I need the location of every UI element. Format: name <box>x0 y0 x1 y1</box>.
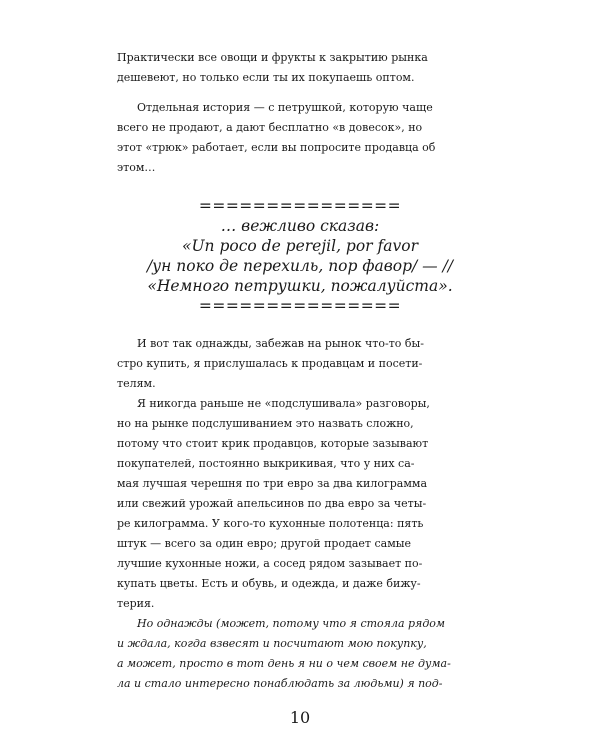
quote-line: «Немного петрушки, пожалуйста». <box>147 277 453 295</box>
text-line: штук — всего за один евро; другой продает самые <box>117 537 412 550</box>
text-line: мая лучшая черешня по три евро за два килограмма <box>117 477 428 490</box>
text-line: Практически все овощи и фрукты к закрытию рынка <box>117 51 428 64</box>
text-line: ре килограмма. У кого-то кухонные полотенца: пять <box>117 517 424 530</box>
text-line: Я никогда раньше не «подслушивала» разговоры, <box>137 397 430 410</box>
text-line: дешевеют, но только если ты их покупаешь оптом. <box>117 71 415 84</box>
text-line: купать цветы. Есть и обувь, и одежда, и даже бижу- <box>117 577 421 590</box>
text-line-italic: ла и стало интересно понаблюдать за людьми) я под- <box>117 677 443 690</box>
text-line-italic: и ждала, когда взвесят и посчитают мою покупку, <box>117 637 427 650</box>
text-line: терия. <box>117 597 155 610</box>
text-line: потому что стоит крик продавцов, которые зазывают <box>117 437 429 450</box>
quote-line: «Un poco de perejil, por favor <box>182 237 418 255</box>
text-line-italic: а может, просто в тот день я ни о чем своем не дума- <box>117 657 451 670</box>
text-line: но на рынке подслушиванием это назвать сложно, <box>117 417 414 430</box>
text-line: И вот так однажды, забежав на рынок что-то бы- <box>137 337 424 350</box>
text-line: стро купить, я прислушалась к продавцам и посети- <box>117 357 423 370</box>
text-line: этот «трюк» работает, если вы попросите продавца об <box>117 141 436 154</box>
separator-bottom: =============== <box>198 297 402 315</box>
text-line: всего не продают, а дают бесплатно «в довесок», но <box>117 121 423 134</box>
text-line: или свежий урожай апельсинов по два евро за четы- <box>117 497 427 510</box>
quote-line: … вежливо сказав: <box>220 217 380 235</box>
text-line-italic: Но однажды (может, потому что я стояла рядом <box>137 617 446 630</box>
text-line: Отдельная история — с петрушкой, которую чаще <box>137 101 433 114</box>
text-line: лучшие кухонные ножи, а сосед рядом зазывает по- <box>117 557 423 570</box>
text-line: покупателей, постоянно выкрикивая, что у них са- <box>117 457 415 470</box>
page-number: 10 <box>289 708 311 727</box>
quote-line: /ун поко де перехиль, пор фавор/ — // <box>146 257 454 275</box>
text-line: телям. <box>117 377 156 390</box>
separator-top: =============== <box>198 197 402 215</box>
text-line: этом… <box>117 161 156 174</box>
